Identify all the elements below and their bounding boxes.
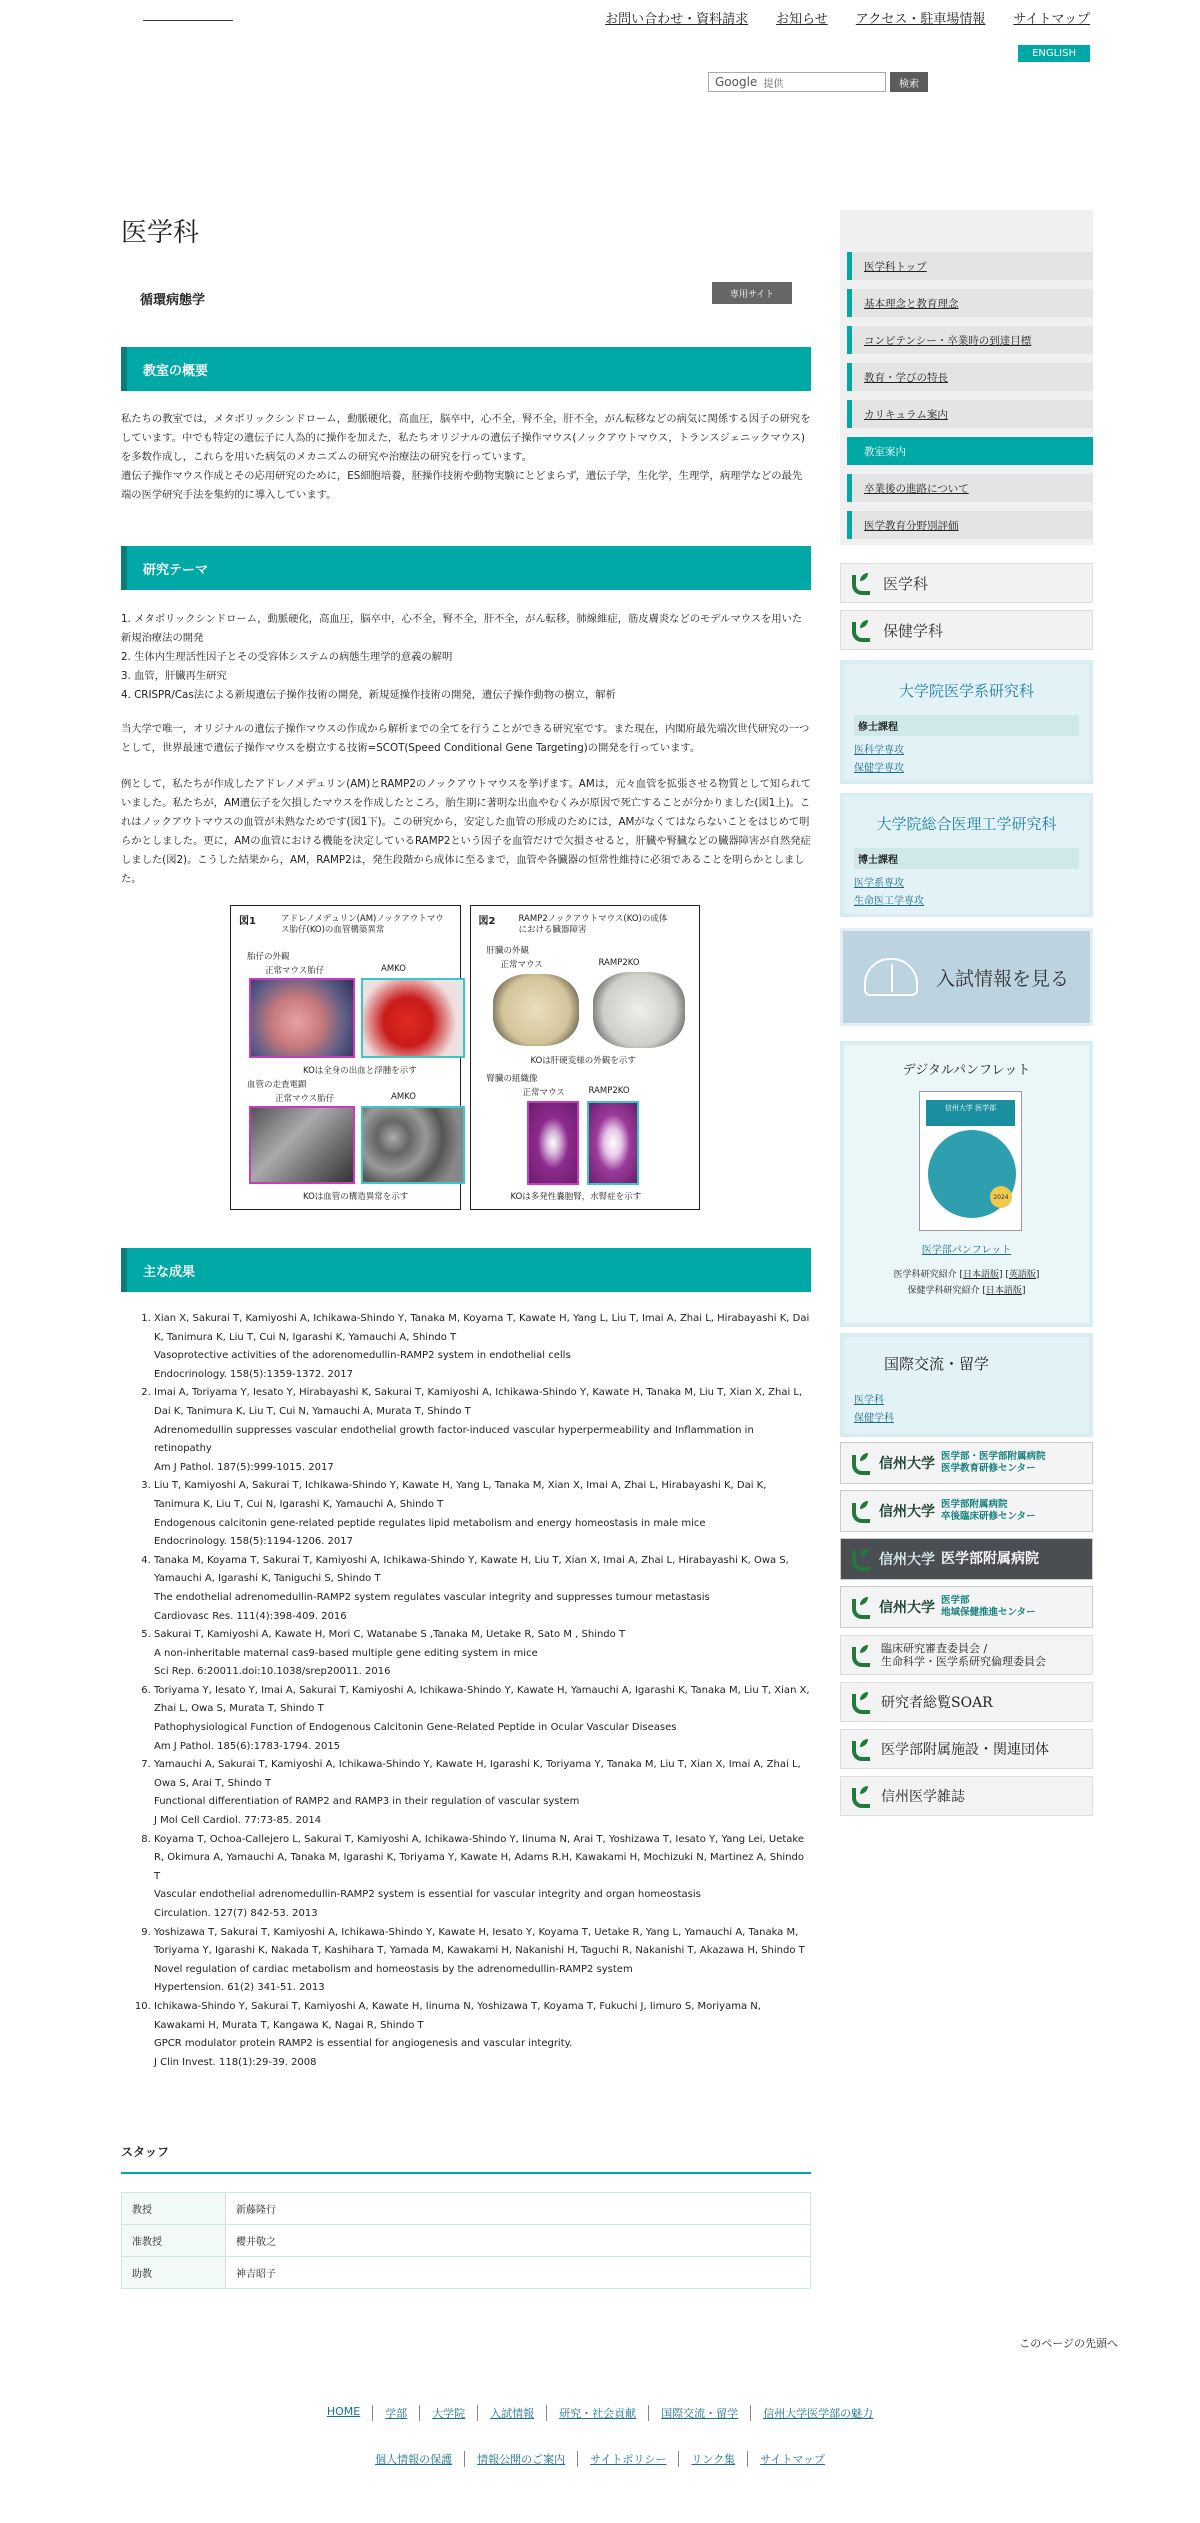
overview-paragraph: 遺伝子操作マウス作成とその応用研究のために，ES細胞培養，胚操作技術や動物実験にとどまらず，遺伝子学，生化学，生理学，病理学などの最先端の医学研究手法を集約的に導入しています。 [121, 470, 803, 501]
search-button[interactable]: 検索 [890, 72, 928, 92]
grad-title[interactable]: 大学院総合医理工学研究科 [876, 815, 1057, 833]
lang-link[interactable]: 日本語版 [962, 1270, 999, 1280]
publication-item [154, 1552, 811, 1626]
fig-sem-normal [249, 1106, 355, 1184]
pub-authors: 6. Toriyama Y, Iesato Y, Imai A, Sakurai T, Kamiyoshi A, Ichikawa-Shindo Y, Kawate H, Yamauchi A, Igarashi K, Tanaka M, Liu T, Xian X, Zhai L, Owa S, Murata T, Shindo T [154, 1684, 810, 1715]
pub-authors: 1. Xian X, Sakurai T, Kamiyoshi A, Ichikawa-Shindo Y, Tanaka M, Koyama T, Kawate H, Yang L, Liu T, Imai A, Zhai L, Hirabayashi K, Dai K, Tanimura K, Liu T, Cui N, Igarashi K, Yamauchi A, Shindo T [154, 1313, 810, 1343]
pub-title: The endothelial adrenomedullin-RAMP2 system regulates vascular integrity and suppresses tumour metastasis [154, 1591, 710, 1603]
research-paragraph: 例として，私たちが作成したアドレノメデュリン(AM)とRAMP2のノックアウトマウスを挙げます。AMは，元々血管を拡張させる物質として知られていました。私たちが，AM遺伝子を欠損したマウスを作成したところ，胎生期に著明な出血やむくみが原因で死亡することが分かりました(図1上)。これはノックアウトマウスの血管が未熟なためです(図1下)。この研究から，安定した血管の形成のためには，AMがなくてはならないことをはじめて明らかとしました。更に，AMの血管における機能を決定しているRAMP2という因子を血管だけで欠損させると，肝臓や腎臓などの臓器障害が自然発症しました(図2)。こうした結果から，AM，RAMP2は，発生段階から成体に至るまで，血管や各臓器の恒常性維持に必須であることを明らかとしました。 [121, 778, 811, 885]
banner-clinical-training[interactable] [840, 1490, 1093, 1532]
intl-exchange-box [840, 1333, 1093, 1437]
staff-role: 准教授 [122, 2225, 226, 2257]
lab-site-button[interactable]: 専用サイト [712, 282, 792, 304]
pub-journal: Hypertension. 61(2) 341-51. 2013 [154, 1982, 325, 1994]
pub-title: Functional differentiation of RAMP2 and RAMP3 in their regulation of vascular system [154, 1796, 580, 1808]
footer-nav-primary [0, 2405, 1200, 2421]
leaf-logo-icon [849, 1784, 873, 1808]
pub-journal: Sci Rep. 6:20011.doi:10.1038/srep20011. 2016 [154, 1666, 391, 1678]
pamphlet-title: デジタルパンフレット [902, 1063, 1031, 1078]
pub-journal: Am J Pathol. 187(5):999-1015. 2017 [154, 1461, 334, 1473]
footer-nav-secondary [0, 2451, 1200, 2467]
publication-list [121, 1310, 811, 2072]
pamphlet-research-line: 保健学科研究紹介 [日本語版] [907, 1286, 1026, 1296]
banner-journal[interactable] [840, 1776, 1093, 1816]
fig-label: RAMP2KO [588, 1086, 630, 1096]
fig-caption: KOは肝硬変様の外観を示す [530, 1056, 636, 1066]
banner-ethics-committee[interactable] [840, 1635, 1093, 1675]
banner-line: 卒後臨床研修センター [941, 1511, 1036, 1522]
fig-caption: KOは全身の出血と浮腫を示す [303, 1066, 417, 1076]
research-label: 医学科研究紹介 [893, 1270, 957, 1280]
banner-education-center[interactable] [840, 1442, 1093, 1484]
footer-link[interactable]: 大学院 [419, 2405, 477, 2421]
sidebar-item[interactable]: コンピテンシー・卒業時の到達目標 [847, 326, 1093, 354]
banner-university-hospital[interactable] [840, 1538, 1093, 1580]
footer-link[interactable]: 個人情報の保護 [375, 2453, 453, 2466]
staff-role: 助教 [122, 2257, 226, 2289]
pub-journal: Circulation. 127(7) 842-53. 2013 [154, 1908, 318, 1919]
theme-item: 3. 血管，肝臓再生研究 [121, 670, 227, 682]
fig-label: 血管の走査電顕 [247, 1080, 307, 1090]
nav-access[interactable]: アクセス・駐車場情報 [855, 12, 986, 27]
banner-line: 臨床研究審査委員会 / [881, 1642, 988, 1655]
footer-link[interactable]: 国際交流・留学 [648, 2405, 750, 2421]
publication-item [154, 1626, 811, 1682]
section-heading-overview: 教室の概要 [121, 347, 811, 391]
grad-link[interactable]: 保健学専攻 [854, 763, 904, 774]
cover-title: 信州大学 医学部 [926, 1100, 1015, 1126]
banner-line: 生命科学・医学系研究倫理委員会 [881, 1655, 1046, 1668]
research-figures [230, 905, 700, 1210]
banner-univ: 信州大学 [879, 1552, 935, 1568]
sidebar-item[interactable]: 医学科トップ [847, 252, 1093, 280]
grad-course: 博士課程 [854, 848, 1079, 869]
nav-news[interactable]: お知らせ [776, 12, 828, 27]
banner-community-health[interactable] [840, 1586, 1093, 1628]
page-title: 医学科 [121, 218, 200, 248]
back-to-top-link[interactable]: このページの先頭へ [1019, 2337, 1118, 2350]
grad-title[interactable]: 大学院医学系研究科 [898, 682, 1034, 700]
banner-line: 医学部附属病院 [941, 1551, 1039, 1567]
grad-link[interactable]: 医学系専攻 [854, 878, 904, 889]
banner-univ: 信州大学 [879, 1456, 935, 1472]
digital-pamphlet [840, 1041, 1093, 1327]
health-dept-button[interactable] [840, 610, 1093, 650]
intl-title: 国際交流・留学 [884, 1355, 990, 1373]
fig-photo-amko-embryo [361, 978, 465, 1058]
fig-label: 正常マウス胎仔 [265, 966, 325, 976]
staff-name: 神吉昭子 [226, 2257, 811, 2289]
pub-journal: Endocrinology. 158(5):1194-1206. 2017 [154, 1536, 353, 1548]
intl-link[interactable]: 保健学科 [854, 1413, 894, 1424]
footer-link[interactable]: 情報公開のご案内 [464, 2451, 577, 2467]
footer-link[interactable]: 入試情報 [477, 2405, 546, 2421]
pamphlet-link[interactable]: 医学部パンフレット [921, 1245, 1012, 1256]
cover-image [928, 1130, 1016, 1218]
grad-school-box [840, 660, 1093, 784]
fig-photo-normal-liver [493, 974, 579, 1046]
publication-item [154, 1831, 811, 1924]
figure-1 [230, 905, 461, 1210]
fig-label: RAMP2KO [598, 958, 640, 968]
pub-title: Novel regulation of cardiac metabolism and homeostasis by the adrenomedullin-RAMP2 system [154, 1963, 633, 1975]
search-input[interactable] [708, 72, 886, 92]
top-nav [605, 8, 1090, 27]
pub-title: GPCR modulator protein RAMP2 is essential for angiogenesis and vascular integrity. [154, 2038, 573, 2050]
staff-name: 新藤隆行 [226, 2193, 811, 2225]
leaf-logo-icon [849, 1547, 873, 1571]
search-placeholder: 提供 [763, 78, 784, 90]
pub-authors: 5. Sakurai T, Kamiyoshi A, Kawate H, Mori C, Watanabe S ,Tanaka M, Uetake R, Sato M , Shindo T [154, 1629, 626, 1641]
footer-link[interactable]: 学部 [372, 2405, 419, 2421]
fig-label: 正常マウス [522, 1088, 565, 1098]
pub-authors: 2. Imai A, Toriyama Y, Iesato Y, Hirabayashi K, Sakurai T, Kamiyoshi A, Ichikawa-Shindo Y, Kawate H, Tanaka M, Liu T, Xian X, Zhai L, Dai K, Tanimura K, Liu T, Cui N, Yamauchi A, Murata T, Shindo T [154, 1387, 803, 1417]
staff-role: 教授 [122, 2193, 226, 2225]
google-logo: Google [715, 75, 758, 89]
pub-journal: J Clin Invest. 118(1):29-39. 2008 [154, 2056, 317, 2068]
banner-line: 研究者総覧SOAR [881, 1695, 993, 1711]
table-row [122, 2225, 811, 2257]
leaf-logo-icon [849, 1737, 873, 1761]
grad-link[interactable]: 生命医工学専攻 [854, 896, 924, 907]
nav-contact[interactable]: お問い合わせ・資料請求 [605, 12, 749, 27]
pub-title: Endogenous calcitonin gene-related peptide regulates lipid metabolism and energy homeostasis in male mice [154, 1517, 706, 1529]
sidebar-item-active[interactable]: 教室案内 [847, 437, 1093, 465]
fig-title: アドレノメデュリン(AM)ノックアウトマウス胎仔(KO)の血管構築異常 [281, 914, 444, 935]
theme-item: 2. 生体内生理活性因子とその受容体システムの病態生理学的意義の解明 [121, 651, 453, 663]
banner-line: 医学部附属施設・関連団体 [881, 1742, 1049, 1758]
banner-univ: 信州大学 [879, 1504, 935, 1520]
publication-item [154, 1384, 811, 1477]
pamphlet-cover[interactable] [919, 1091, 1022, 1231]
pub-title: Vasoprotective activities of the adorenomedullin-RAMP2 system in endothelial cells [154, 1350, 571, 1362]
fig-label: 肝臓の外観 [486, 946, 530, 956]
fig-sem-amko [361, 1106, 465, 1184]
fig-label: 正常マウス胎仔 [275, 1094, 335, 1104]
lang-link[interactable]: 日本語版 [985, 1286, 1022, 1296]
section-heading-results: 主な成果 [121, 1248, 811, 1292]
research-label: 保健学科研究紹介 [907, 1286, 980, 1296]
footer-link[interactable]: 研究・社会貢献 [546, 2405, 648, 2421]
fig-histology-ko-kidney [587, 1101, 639, 1185]
leaf-logo-icon [849, 1451, 873, 1475]
pub-authors: 3. Liu T, Kamiyoshi A, Sakurai T, Ichikawa-Shindo Y, Kawate H, Yang L, Tanaka M, Xian X, Imai A, Zhai L, Hirabayashi K, Dai K, Tanimura K, Liu T, Cui N, Igarashi K, Yamauchi A, Shindo T [154, 1480, 767, 1510]
banner-line: 医学部附属病院 [941, 1499, 1008, 1510]
fig-label: AMKO [391, 1092, 416, 1102]
footer-link[interactable]: サイトポリシー [577, 2451, 678, 2467]
fig-photo-normal-embryo [249, 978, 355, 1058]
fig-label: AMKO [381, 964, 406, 974]
fig-histology-normal-kidney [527, 1101, 579, 1185]
overview-text [121, 410, 811, 505]
fig-title: RAMP2ノックアウトマウス(KO)の成体における臓器障害 [518, 914, 668, 935]
fig-label: 胎仔の外観 [247, 952, 290, 962]
banner-line: 医学教育研修センター [941, 1463, 1036, 1474]
figure-2 [470, 905, 701, 1210]
leaf-logo-icon [849, 571, 873, 595]
banner-line: 医学部・医学部附属病院 [941, 1451, 1046, 1462]
sidebar-nav [840, 210, 1093, 545]
leaf-logo-icon [849, 1595, 873, 1619]
publication-item [154, 1310, 811, 1384]
lang-link[interactable]: 英語版 [1008, 1270, 1036, 1280]
staff-name: 櫻井敬之 [226, 2225, 811, 2257]
fig-number: 図2 [478, 916, 496, 927]
pub-authors: 4. Tanaka M, Koyama T, Sakurai T, Kamiyoshi A, Ichikawa-Shindo Y, Kawate H, Liu T, Xian X, Imai A, Zhai L, Hirabayashi K, Owa S, Yamauchi A, Igarashi K, Taniguchi S, Shindo T [154, 1554, 789, 1585]
pub-title: Vascular endothelial adrenomedullin-RAMP2 system is essential for vascular integrity and organ homeostasis [154, 1889, 701, 1901]
book-icon [864, 958, 918, 996]
theme-item: 4. CRISPR/Cas法による新規遺伝子操作技術の開発，新規延操作技術の開発，遺伝子操作動物の樹立，解析 [121, 689, 616, 701]
footer-link[interactable]: 信州大学医学部の魅力 [750, 2405, 885, 2421]
research-themes [121, 610, 811, 705]
admissions-banner[interactable] [840, 928, 1093, 1026]
admissions-label: 入試情報を見る [935, 967, 1069, 990]
nav-sitemap[interactable]: サイトマップ [1013, 12, 1090, 27]
table-row [122, 2193, 811, 2225]
sidebar-item[interactable]: 医学教育分野別評価 [847, 511, 1093, 539]
fig-caption: KOは血管の構造異常を示す [303, 1192, 409, 1202]
publication-item [154, 1756, 811, 1830]
leaf-logo-icon [849, 1499, 873, 1523]
pub-authors: 7. Yamauchi A, Sakurai T, Kamiyoshi A, Ichikawa-Shindo Y, Kawate H, Igarashi K, Toriyama Y, Tanaka M, Liu T, Xian X, Imai A, Zhai L, Owa S, Arai T, Shindo T [154, 1759, 801, 1789]
staff-table [121, 2192, 811, 2289]
footer-link[interactable]: サイトマップ [747, 2451, 837, 2467]
leaf-logo-icon [849, 618, 873, 642]
fig-photo-ko-liver [593, 972, 685, 1048]
fig-number: 図1 [239, 916, 256, 927]
footer-link[interactable]: HOME [326, 2405, 361, 2418]
research-paragraph: 当大学で唯一，オリジナルの遺伝子操作マウスの作成から解析までの全てを行うことができる研究室です。また現在，内閣府最先端次世代研究の一つとして，世界最速で遺伝子操作マウスを樹立する技術=SCOT(Speed Conditional Gene Targeting)の開発を行っています。 [121, 723, 810, 754]
button-label: 医学科 [883, 574, 929, 593]
pub-title: Pathophysiological Function of Endogenous Calcitonin Gene-Related Peptide in Ocular Vascular Diseases [154, 1722, 677, 1734]
theme-item: 1. メタボリックシンドローム，動脈硬化，高血圧，脳卒中，心不全，腎不全，肝不全，がん転移，肺線維症，筋皮膚炎などのモデルマウスを用いた新規治療法の開発 [121, 613, 803, 644]
publication-item [154, 1924, 811, 1998]
footer-link[interactable]: リンク集 [678, 2451, 747, 2467]
intl-link[interactable]: 医学科 [854, 1395, 884, 1406]
sidebar-item[interactable]: カリキュラム案内 [847, 400, 1093, 428]
lab-name: 循環病態学 [140, 293, 206, 308]
pub-journal: Endocrinology. 158(5):1359-1372. 2017 [154, 1368, 353, 1380]
fig-caption: KOは多発性嚢胞腎，水腎症を示す [510, 1192, 642, 1202]
sidebar-item[interactable]: 卒業後の進路について [847, 474, 1093, 502]
section-heading-research: 研究テーマ [121, 546, 811, 590]
fig-label: 正常マウス [500, 960, 543, 970]
med-dept-button[interactable] [840, 563, 1093, 603]
publication-item [154, 1998, 811, 2072]
pub-title: Adrenomedullin suppresses vascular endothelial growth factor-induced vascular hyperpermeability and Inflammation in retinopathy [154, 1424, 754, 1455]
pub-journal: Am J Pathol. 185(6):1783-1794. 2015 [154, 1740, 341, 1752]
publication-item [154, 1477, 811, 1551]
english-button[interactable]: ENGLISH [1018, 45, 1090, 62]
grad-school-box [840, 793, 1093, 917]
pamphlet-research-line: 医学科研究紹介 [日本語版] [英語版] [893, 1270, 1040, 1280]
banner-facilities[interactable] [840, 1729, 1093, 1769]
pub-journal: Cardiovasc Res. 111(4):398-409. 2016 [154, 1610, 347, 1622]
pub-authors: 9. Yoshizawa T, Sakurai T, Kamiyoshi A, Ichikawa-Shindo Y, Kawate H, Iesato Y, Koyama T, Uetake R, Yang L, Yamauchi A, Tanaka M, Toriyama Y, Igarashi K, Nakada T, Kashihara T, Yamada M, Kawakami H, Nakanishi H, Taguchi R, Nakanishi T, Akazawa H, Shindo T [154, 1926, 805, 1957]
pub-authors: 10. Ichikawa-Shindo Y, Sakurai T, Kamiyoshi A, Kawate H, Iinuma N, Yoshizawa T, Koyama T, Fukuchi J, Iimuro S, Moriyama N, Kawakami H, Murata T, Kangawa K, Nagai R, Shindo T [154, 2000, 761, 2031]
pub-title: A non-inheritable maternal cas9-based multiple gene editing system in mice [154, 1647, 538, 1659]
sidebar-item[interactable]: 基本理念と教育理念 [847, 289, 1093, 317]
banner-soar[interactable] [840, 1682, 1093, 1722]
overview-paragraph: 私たちの教室では，メタボリックシンドローム，動脈硬化，高血圧，脳卒中，心不全，腎不全，肝不全，がん転移などの病気に関係する因子の研究をしています。中でも特定の遺伝子に人為的に操作を加えた，私たちオリジナルの遺伝子操作マウス(ノックアウトマウス，トランスジェニックマウス)を多数作成し，これらを用いた病気のメカニズムの研究や治療法の研究を行っています。 [121, 413, 811, 463]
grad-link[interactable]: 医科学専攻 [854, 745, 904, 756]
search-form [708, 72, 928, 92]
table-row [122, 2257, 811, 2289]
pub-authors: 8. Koyama T, Ochoa-Callejero L, Sakurai T, Kamiyoshi A, Ichikawa-Shindo Y, Iinuma N, Arai T, Yoshizawa T, Iesato Y, Yang Lei, Uetake R, Okimura A, Yamauchi A, Tanaka M, Igarashi K, Toriyama Y, Kawate H, Adams R.H, Kawakami H, Mochizuki N, Martinez A, Shindo T [154, 1833, 805, 1882]
button-label: 保健学科 [883, 621, 944, 640]
sidebar-item[interactable]: 教育・学びの特長 [847, 363, 1093, 391]
banner-line: 信州医学雑誌 [881, 1789, 965, 1805]
leaf-logo-icon [849, 1690, 873, 1714]
fig-label: 腎臓の組織像 [486, 1074, 538, 1084]
banner-line: 地域保健推進センター [941, 1607, 1036, 1618]
logo-line [143, 20, 233, 21]
grad-course: 修士課程 [854, 715, 1079, 736]
staff-heading: スタッフ [121, 2143, 811, 2174]
leaf-logo-icon [849, 1643, 873, 1667]
banner-line: 医学部 [941, 1595, 970, 1606]
publication-item [154, 1682, 811, 1756]
banner-univ: 信州大学 [879, 1600, 935, 1616]
pub-journal: J Mol Cell Cardiol. 77:73-85. 2014 [154, 1815, 322, 1827]
